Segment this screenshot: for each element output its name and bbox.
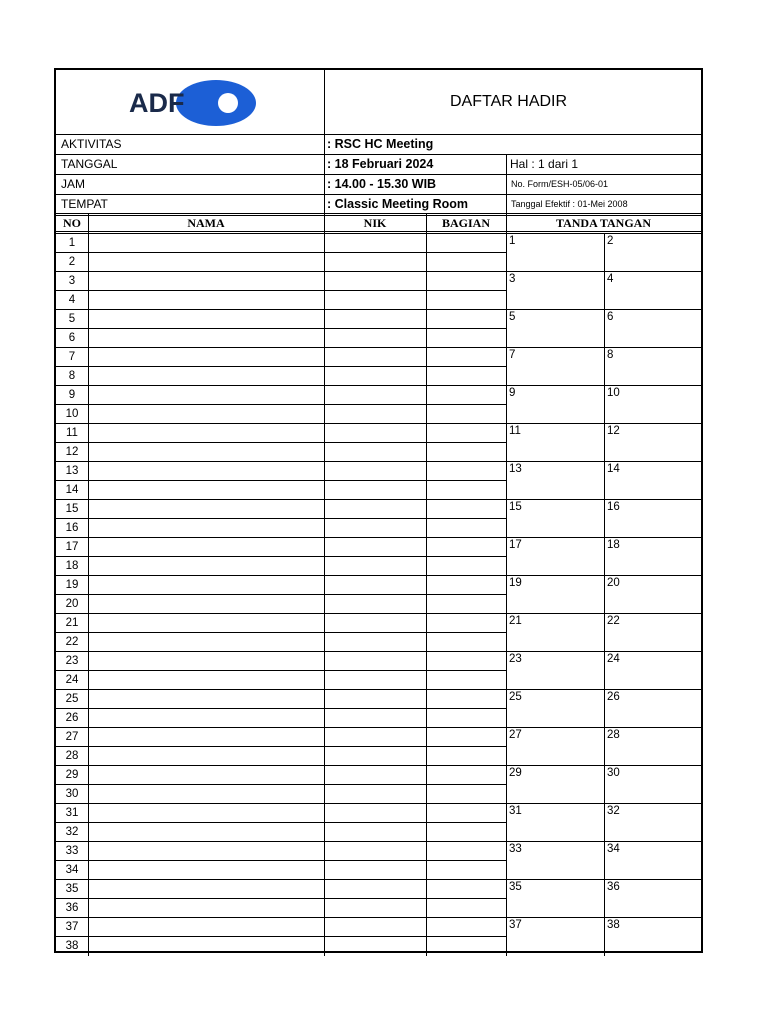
nik-field[interactable] [325,234,426,252]
nik-field[interactable] [325,348,426,366]
row-number: 2 [68,256,76,268]
row-number: 21 [65,617,79,629]
nik-field[interactable] [325,405,426,423]
nama-field[interactable] [89,633,324,651]
nama-field[interactable] [89,481,324,499]
signature-number: 16 [607,501,620,513]
row-number: 35 [65,883,79,895]
company-logo [126,78,261,128]
signature-box[interactable] [605,272,701,309]
bagian-field[interactable] [427,899,506,917]
signature-number: 38 [607,919,620,931]
nik-field[interactable] [325,671,426,689]
nik-field[interactable] [325,747,426,765]
nama-field[interactable] [89,709,324,727]
row-number: 23 [65,655,79,667]
nik-field[interactable] [325,443,426,461]
nik-field[interactable] [325,595,426,613]
column-header-bagian: BAGIAN [441,216,490,230]
nama-field[interactable] [89,899,324,917]
signature-number: 24 [607,653,620,665]
bagian-field[interactable] [427,291,506,309]
bagian-field[interactable] [427,519,506,537]
nik-field[interactable] [325,766,426,784]
nik-field[interactable] [325,424,426,442]
nama-field[interactable] [89,519,324,537]
row-number: 14 [65,484,79,496]
column-header-tanda-tangan: TANDA TANGAN [555,216,651,230]
tanggal-efektif: Tanggal Efektif : 01-Mei 2008 [511,199,628,209]
nama-field[interactable] [89,405,324,423]
bagian-field[interactable] [427,709,506,727]
nama-field[interactable] [89,557,324,575]
row-number: 29 [65,769,79,781]
page-title: DAFTAR HADIR [450,93,568,110]
nama-field[interactable] [89,861,324,879]
nama-field[interactable] [89,595,324,613]
nik-field[interactable] [325,880,426,898]
bagian-field[interactable] [427,234,506,252]
aktivitas-label: AKTIVITAS [61,137,122,151]
bagian-field[interactable] [427,823,506,841]
form-number: No. Form/ESH-05/06-01 [511,179,609,189]
row-number: 6 [68,332,76,344]
bagian-field[interactable] [427,785,506,803]
row-number: 11 [66,427,78,439]
nik-field[interactable] [325,329,426,347]
nik-field[interactable] [325,842,426,860]
row-number: 5 [68,313,76,325]
bagian-field[interactable] [427,538,506,556]
nik-field[interactable] [325,462,426,480]
nama-field[interactable] [89,671,324,689]
row-number: 28 [65,750,79,762]
signature-number: 32 [607,805,620,817]
signature-number: 28 [607,729,620,741]
signature-number: 19 [509,577,522,589]
signature-number: 8 [607,349,614,361]
nik-field[interactable] [325,481,426,499]
nik-field[interactable] [325,899,426,917]
adf-logo-icon [126,78,261,128]
nama-field[interactable] [89,880,324,898]
signature-box[interactable] [507,348,604,385]
row-number: 18 [65,560,79,572]
nik-field[interactable] [325,557,426,575]
bagian-field[interactable] [427,690,506,708]
signature-number: 15 [509,501,522,513]
nama-field[interactable] [89,614,324,632]
bagian-field[interactable] [427,443,506,461]
row-number: 17 [65,541,79,553]
attendance-sheet [54,68,703,953]
nama-field[interactable] [89,291,324,309]
row-number: 15 [65,503,79,515]
bagian-field[interactable] [427,633,506,651]
signature-box[interactable] [507,386,604,423]
nik-field[interactable] [325,918,426,936]
row-number: 34 [65,864,79,876]
signature-box[interactable] [507,424,604,461]
bagian-field[interactable] [427,804,506,822]
signature-number: 9 [509,387,516,399]
nama-field[interactable] [89,386,324,404]
row-number: 38 [65,940,79,952]
bagian-field[interactable] [427,367,506,385]
signature-number: 11 [509,425,521,437]
nik-field[interactable] [325,804,426,822]
bagian-field[interactable] [427,481,506,499]
nik-field[interactable] [325,652,426,670]
nik-field[interactable] [325,633,426,651]
nama-field[interactable] [89,272,324,290]
row-number: 12 [65,446,79,458]
row-number: 32 [65,826,79,838]
bagian-field[interactable] [427,424,506,442]
bagian-field[interactable] [427,462,506,480]
signature-number: 29 [509,767,522,779]
bagian-field[interactable] [427,842,506,860]
tanggal-value: : 18 Februari 2024 [327,157,434,171]
nik-field[interactable] [325,272,426,290]
logo-text: ADF [129,88,185,118]
signature-number: 3 [509,273,516,285]
row-number: 27 [65,731,79,743]
bagian-field[interactable] [427,728,506,746]
jam-value: : 14.00 - 15.30 WIB [327,177,437,191]
bagian-field[interactable] [427,557,506,575]
nama-field[interactable] [89,937,324,955]
nik-field[interactable] [325,500,426,518]
signature-number: 36 [607,881,620,893]
nama-field[interactable] [89,823,324,841]
signature-number: 10 [607,387,620,399]
row-number: 7 [68,351,76,363]
bagian-field[interactable] [427,386,506,404]
nik-field[interactable] [325,614,426,632]
nama-field[interactable] [89,804,324,822]
nik-field[interactable] [325,253,426,271]
signature-number: 13 [509,463,522,475]
signature-number: 22 [607,615,620,627]
nama-field[interactable] [89,367,324,385]
nama-field[interactable] [89,253,324,271]
tanggal-label: TANGGAL [61,157,118,171]
tempat-value: : Classic Meeting Room [327,197,468,211]
signature-number: 27 [509,729,522,741]
signature-number: 2 [607,235,614,247]
nik-field[interactable] [325,937,426,955]
nama-field[interactable] [89,842,324,860]
column-header-nik: NIK [363,216,387,230]
bagian-field[interactable] [427,937,506,955]
bagian-field[interactable] [427,310,506,328]
bagian-field[interactable] [427,880,506,898]
bagian-field[interactable] [427,614,506,632]
signature-number: 5 [509,311,516,323]
nama-field[interactable] [89,690,324,708]
bagian-field[interactable] [427,671,506,689]
nik-field[interactable] [325,823,426,841]
nama-field[interactable] [89,500,324,518]
signature-number: 14 [607,463,620,475]
row-number: 3 [68,275,76,287]
signature-number: 34 [607,843,620,855]
row-number: 33 [65,845,79,857]
nama-field[interactable] [89,728,324,746]
signature-box[interactable] [605,348,701,385]
nama-field[interactable] [89,918,324,936]
column-header-nama: NAMA [187,216,225,230]
signature-number: 33 [509,843,522,855]
bagian-field[interactable] [427,918,506,936]
nik-field[interactable] [325,728,426,746]
bagian-field[interactable] [427,500,506,518]
nik-field[interactable] [325,538,426,556]
bagian-field[interactable] [427,747,506,765]
nama-field[interactable] [89,310,324,328]
nik-field[interactable] [325,861,426,879]
row-number: 30 [65,788,79,800]
signature-box[interactable] [605,234,701,271]
bagian-field[interactable] [427,576,506,594]
nama-field[interactable] [89,348,324,366]
nama-field[interactable] [89,462,324,480]
signature-number: 35 [509,881,522,893]
nama-field[interactable] [89,576,324,594]
row-number: 10 [65,408,79,420]
signature-number: 6 [607,311,614,323]
row-number: 1 [68,237,76,249]
signature-number: 26 [607,691,620,703]
row-number: 16 [65,522,79,534]
row-number: 37 [65,921,79,933]
page-count: Hal : 1 dari 1 [510,157,579,171]
row-number: 25 [65,693,79,705]
nik-field[interactable] [325,709,426,727]
nik-field[interactable] [325,367,426,385]
bagian-field[interactable] [427,272,506,290]
row-number: 4 [68,294,76,306]
bagian-field[interactable] [427,595,506,613]
bagian-field[interactable] [427,329,506,347]
bagian-field[interactable] [427,253,506,271]
signature-number: 23 [509,653,522,665]
row-number: 8 [68,370,76,382]
nama-field[interactable] [89,538,324,556]
signature-box[interactable] [507,310,604,347]
signature-number: 37 [509,919,522,931]
nik-field[interactable] [325,519,426,537]
row-number: 24 [65,674,79,686]
signature-number: 17 [509,539,522,551]
signature-number: 20 [607,577,620,589]
row-number: 13 [65,465,79,477]
nik-field[interactable] [325,310,426,328]
signature-number: 4 [607,273,614,285]
bagian-field[interactable] [427,405,506,423]
signature-number: 25 [509,691,522,703]
signature-number: 30 [607,767,620,779]
nik-field[interactable] [325,386,426,404]
nik-field[interactable] [325,690,426,708]
nama-field[interactable] [89,747,324,765]
nama-field[interactable] [89,234,324,252]
signature-number: 31 [509,805,522,817]
bagian-field[interactable] [427,861,506,879]
column-header-no: NO [63,216,81,230]
jam-label: JAM [61,177,85,191]
signature-number: 12 [607,425,620,437]
nik-field[interactable] [325,576,426,594]
row-number: 36 [65,902,79,914]
nik-field[interactable] [325,291,426,309]
row-number: 26 [65,712,79,724]
row-number: 31 [65,807,79,819]
signature-box[interactable] [605,310,701,347]
signature-number: 18 [607,539,620,551]
nama-field[interactable] [89,766,324,784]
tempat-label: TEMPAT [61,197,108,211]
nama-field[interactable] [89,443,324,461]
nama-field[interactable] [89,329,324,347]
aktivitas-value: : RSC HC Meeting [327,137,434,151]
bagian-field[interactable] [427,652,506,670]
row-number: 22 [65,636,79,648]
signature-box[interactable] [507,234,604,271]
nama-field[interactable] [89,652,324,670]
signature-number: 7 [509,349,516,361]
row-number: 19 [65,579,79,591]
bagian-field[interactable] [427,348,506,366]
nama-field[interactable] [89,785,324,803]
signature-number: 21 [509,615,522,627]
nik-field[interactable] [325,785,426,803]
signature-number: 1 [509,235,516,247]
row-number: 9 [68,389,76,401]
bagian-field[interactable] [427,766,506,784]
signature-box[interactable] [507,272,604,309]
nama-field[interactable] [89,424,324,442]
row-number: 20 [65,598,79,610]
